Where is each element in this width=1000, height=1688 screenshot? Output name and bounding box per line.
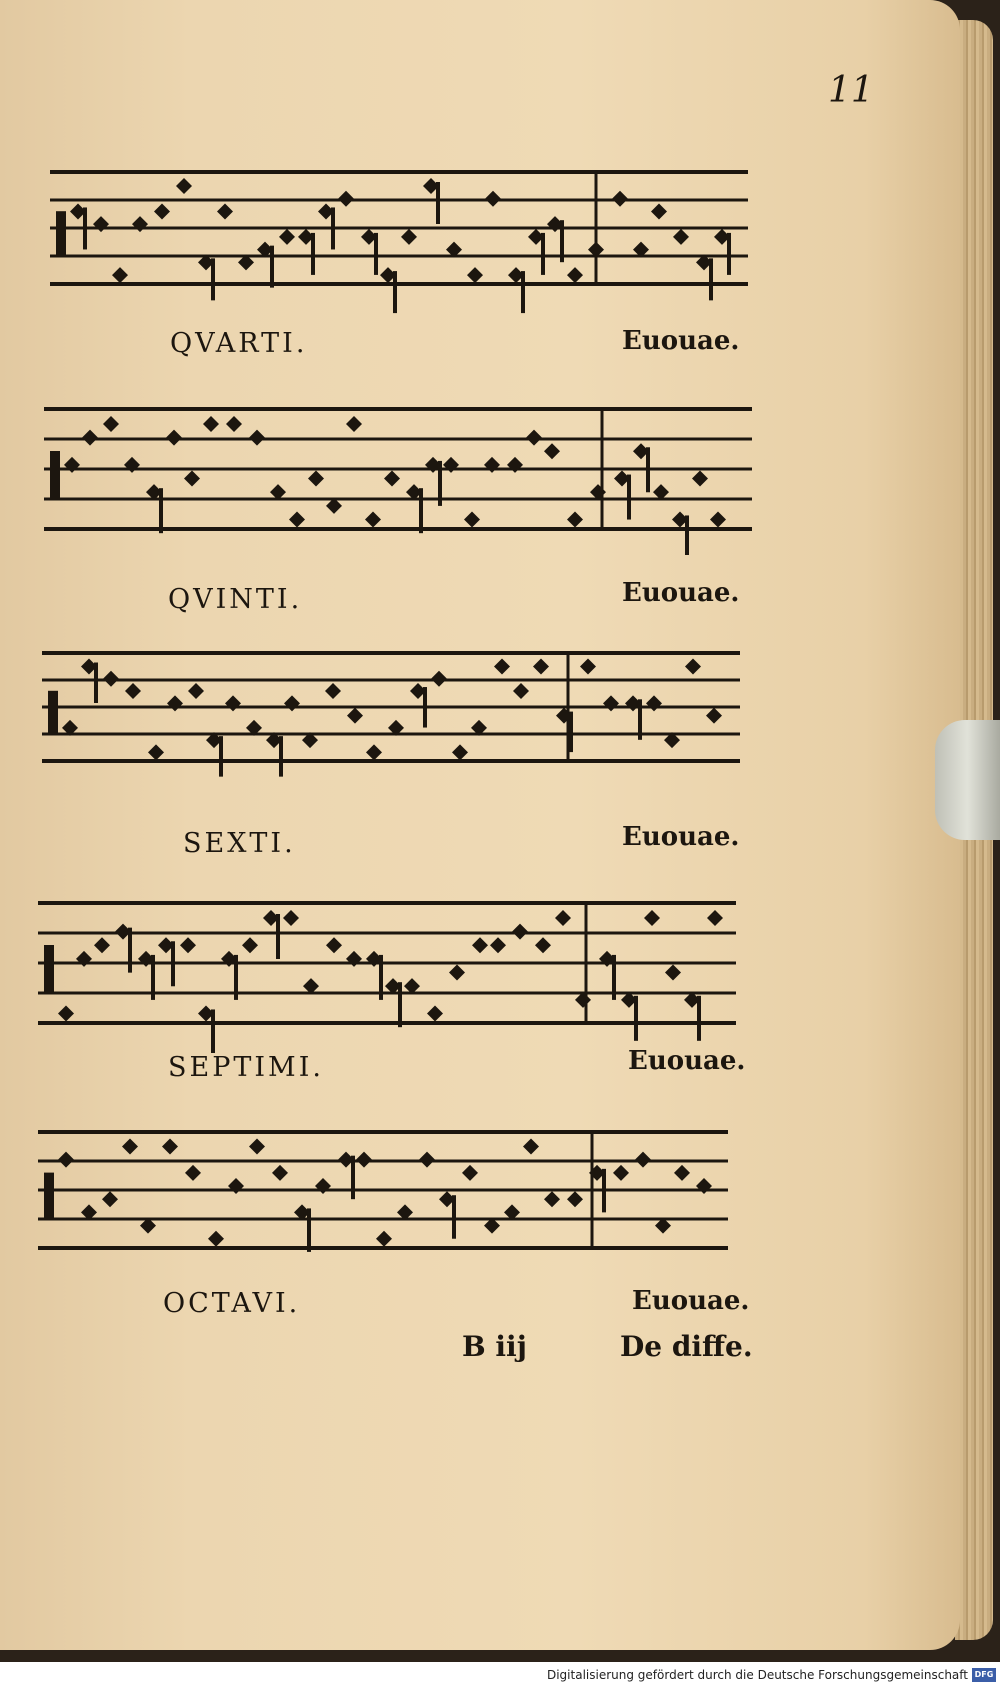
staff-2-label: QVINTI. — [168, 584, 303, 615]
staff-5-ending: Euouae. — [632, 1286, 750, 1316]
staff-4-ending: Euouae. — [628, 1046, 746, 1076]
page-clip — [935, 720, 1000, 840]
staff-5 — [36, 1122, 796, 1282]
signature-mark: B iij — [462, 1330, 527, 1363]
staff-3-label: SEXTI. — [183, 828, 296, 859]
staff-1 — [48, 160, 808, 320]
staff-5-label: OCTAVI. — [163, 1288, 301, 1319]
footer-credit — [0, 1662, 1000, 1688]
folio-number: 11 — [828, 70, 874, 111]
dfg-logo: DFG — [972, 1668, 996, 1682]
staff-3-ending: Euouae. — [622, 822, 740, 852]
catchword: De diffe. — [620, 1330, 753, 1363]
staff-2 — [42, 395, 812, 555]
staff-2-ending: Euouae. — [622, 578, 740, 608]
staff-1-label: QVARTI. — [170, 328, 308, 359]
footer-credit-text: Digitalisierung gefördert durch die Deutsche Forschungsgemeinschaft — [546, 1668, 968, 1682]
staff-4-label: SEPTIMI. — [168, 1052, 324, 1083]
staff-3 — [40, 643, 810, 793]
staff-4 — [36, 893, 806, 1053]
staff-1-ending: Euouae. — [622, 326, 740, 356]
